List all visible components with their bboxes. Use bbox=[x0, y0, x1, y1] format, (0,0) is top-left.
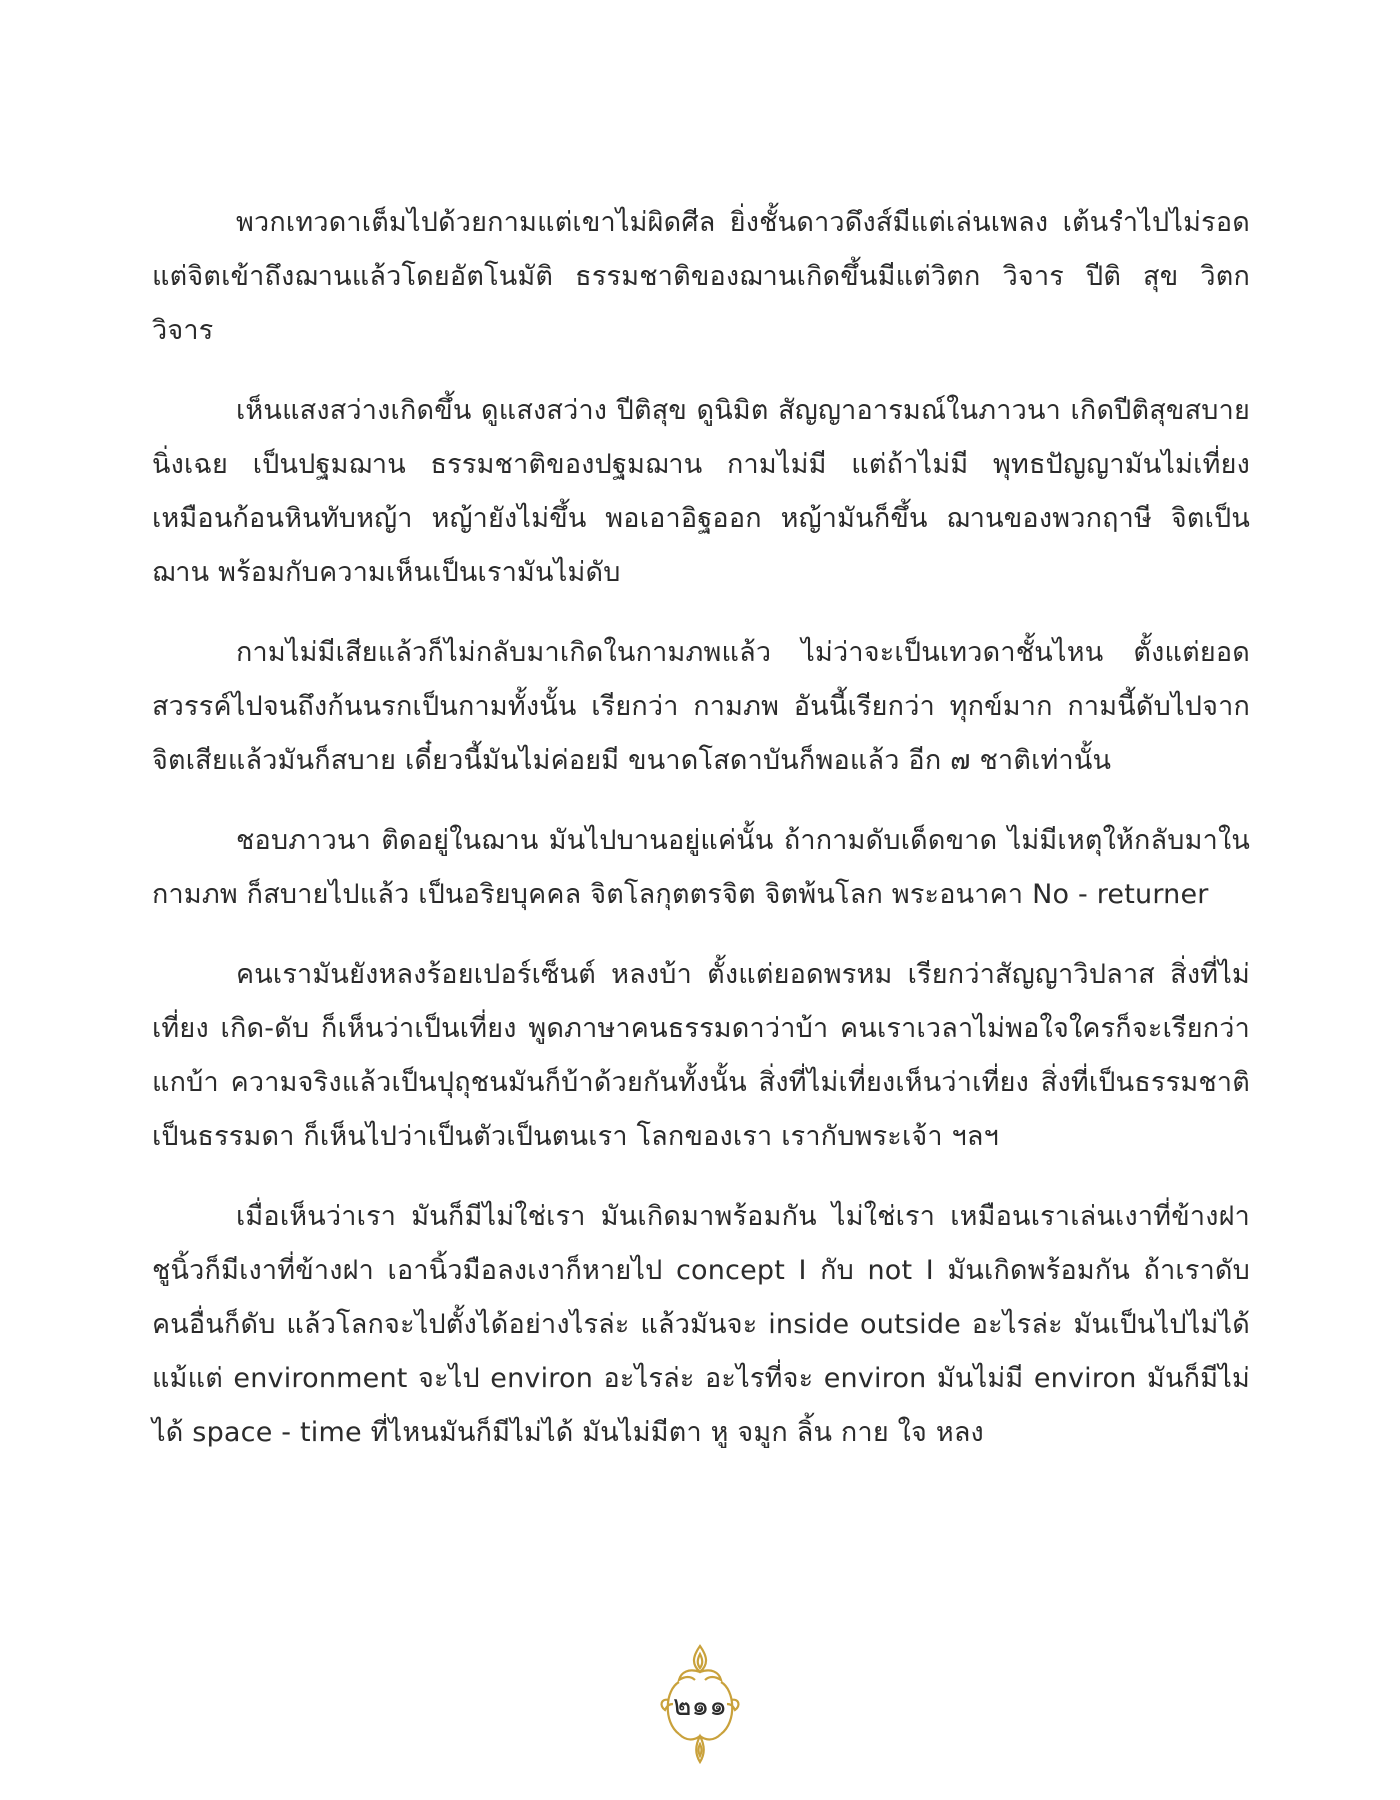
paragraph-6: เมื่อเห็นว่าเรา มันก็มีไม่ใช่เรา มันเกิดมาพร้อมกัน ไม่ใช่เรา เหมือนเราเล่นเงาที่ข้างฝา ชูนิ้วก็มีเงาที่ข้างฝา เอานิ้วมือลงเงาก็หายไป concept I กับ not I มันเกิดพร้อมกัน ถ้าเราดับ คนอื่นก็ดับ แล้วโลกจะไปตั้งได้อย่างไรล่ะ แล้วมันจะ inside outside อะไรล่ะ มันเป็นไปไม่ได้ แม้แต่ environment จะไป environ อะไรล่ะ อะไรที่จะ environ มันไม่มี environ มันก็มีไม่ได้ space - time ที่ไหนมันก็มีไม่ได้ มันไม่มีตา หู จมูก ลิ้น กาย ใจ หลง bbox=[152, 1201, 1250, 1448]
paragraph-4: ชอบภาวนา ติดอยู่ในฌาน มันไปบานอยู่แค่นั้น ถ้ากามดับเด็ดขาด ไม่มีเหตุให้กลับมาในกามภพ ก็สบายไปแล้ว เป็นอริยบุคคล จิตโลกุตตรจิต จิตพ้นโลก พระอนาคา No - returner bbox=[152, 825, 1250, 910]
paragraph-2: เห็นแสงสว่างเกิดขึ้น ดูแสงสว่าง ปีติสุข ดูนิมิต สัญญาอารมณ์ในภาวนา เกิดปีติสุขสบาย นิ่งเฉย เป็นปฐมฌาน ธรรมชาติของปฐมฌาน กามไม่มี แต่ถ้าไม่มี พุทธปัญญามันไม่เที่ยง เหมือนก้อนหินทับหญ้า หญ้ายังไม่ขึ้น พอเอาอิฐออก หญ้ามันก็ขึ้น ฌานของพวกฤาษี จิตเป็นฌาน พร้อมกับความเห็นเป็นเรามันไม่ดับ bbox=[152, 395, 1250, 588]
paragraph-5: คนเรามันยังหลงร้อยเปอร์เซ็นต์ หลงบ้า ตั้งแต่ยอดพรหม เรียกว่าสัญญาวิปลาส สิ่งที่ไม่เที่ยง เกิด-ดับ ก็เห็นว่าเป็นเที่ยง พูดภาษาคนธรรมดาว่าบ้า คนเราเวลาไม่พอใจใครก็จะเรียกว่าแกบ้า ความจริงแล้วเป็นปุถุชนมันก็บ้าด้วยกันทั้งนั้น สิ่งที่ไม่เที่ยงเห็นว่าเที่ยง สิ่งที่เป็นธรรมชาติเป็นธรรมดา ก็เห็นไปว่าเป็นตัวเป็นตนเรา โลกของเรา เรากับพระเจ้า ฯลฯ bbox=[152, 959, 1250, 1152]
page-number: ๒๑๑ bbox=[672, 1689, 727, 1722]
body-text bbox=[152, 196, 1250, 1486]
page-footer bbox=[655, 1642, 745, 1772]
paragraph-3: กามไม่มีเสียแล้วก็ไม่กลับมาเกิดในกามภพแล้ว ไม่ว่าจะเป็นเทวดาชั้นไหน ตั้งแต่ยอดสวรรค์ไปจนถึงก้นนรกเป็นกามทั้งนั้น เรียกว่า กามภพ อันนี้เรียกว่า ทุกข์มาก กามนี้ดับไปจากจิตเสียแล้วมันก็สบาย เดี๋ยวนี้มันไม่ค่อยมี ขนาดโสดาบันก็พอแล้ว อีก ๗ ชาติเท่านั้น bbox=[152, 637, 1250, 776]
paragraph-1: พวกเทวดาเต็มไปด้วยกามแต่เขาไม่ผิดศีล ยิ่งชั้นดาวดึงส์มีแต่เล่นเพลง เต้นรำไปไม่รอด แต่จิตเข้าถึงฌานแล้วโดยอัตโนมัติ ธรรมชาติของฌานเกิดขึ้นมีแต่วิตก วิจาร ปีติ สุข วิตก วิจาร bbox=[152, 207, 1250, 346]
